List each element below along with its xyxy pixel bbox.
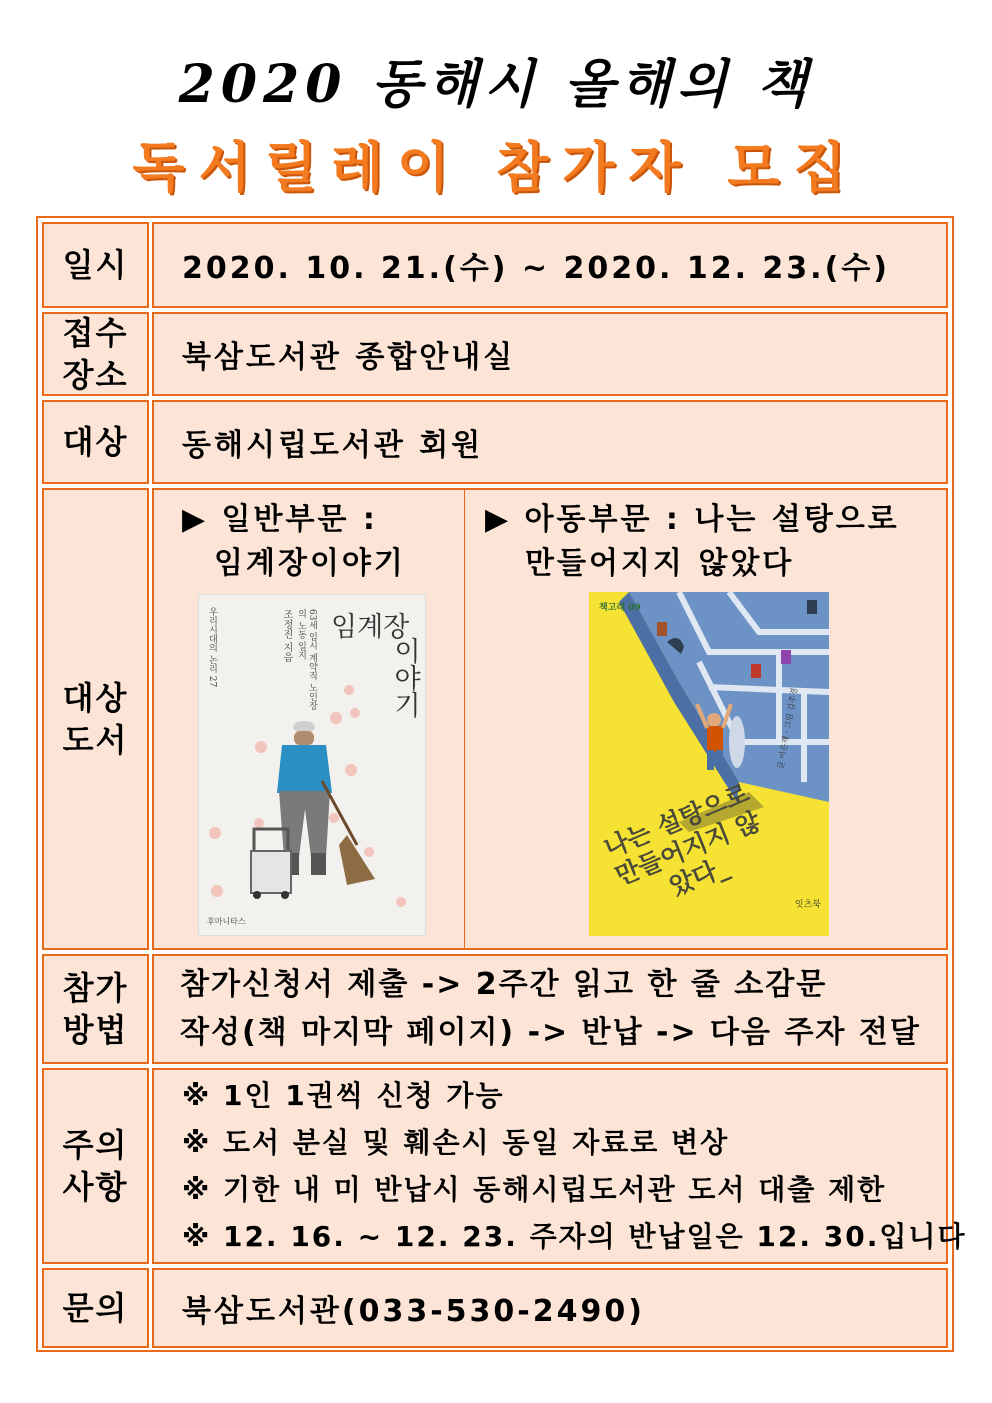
note-item-3: ※ 기한 내 미 반납시 동해시립도서관 도서 대출 제한 bbox=[182, 1173, 887, 1206]
cover-general-subtitle: 63세 임시 계약직 노인장의 노동 일지 bbox=[296, 609, 317, 711]
value-place: 북삼도서관 종합안내실 bbox=[152, 312, 948, 396]
note-item-1: ※ 1인 1권씩 신청 가능 bbox=[182, 1079, 505, 1112]
cover-children-credits: 글 이은재 · 그림 김주경 bbox=[775, 687, 800, 770]
title-line-1: 2020 동해시 올해의 책 bbox=[178, 54, 814, 115]
book-children bbox=[465, 490, 946, 948]
label-target: 대상 bbox=[42, 400, 149, 484]
cover-general-image bbox=[198, 594, 426, 936]
row-contact bbox=[42, 1268, 948, 1348]
general-heading-2: 임계장이야기 bbox=[214, 546, 406, 581]
children-heading-2: 만들어지지 않았다 bbox=[525, 546, 795, 581]
title-line-2: 독서릴레이 참가자 모집 bbox=[132, 136, 860, 199]
label-date: 일시 bbox=[42, 222, 149, 308]
value-date: 2020. 10. 21.(수) ~ 2020. 12. 23.(수) bbox=[152, 222, 948, 308]
label-place-1: 접수 bbox=[62, 314, 129, 352]
cover-general-series: 우리시대의 논리 27 bbox=[207, 607, 217, 688]
label-contact: 문의 bbox=[42, 1268, 149, 1348]
note-item-2: ※ 도서 분실 및 훼손시 동일 자료로 변상 bbox=[182, 1126, 730, 1159]
row-target bbox=[42, 400, 948, 484]
label-method bbox=[42, 954, 149, 1064]
row-place bbox=[42, 312, 948, 396]
row-date bbox=[42, 222, 948, 308]
value-target: 동해시립도서관 회원 bbox=[152, 400, 948, 484]
cover-children-publisher: 잇츠북 bbox=[794, 900, 821, 910]
value-contact: 북삼도서관(033-530-2490) bbox=[152, 1268, 948, 1348]
info-table bbox=[36, 216, 967, 1352]
cover-general-title-1: 임계장 bbox=[331, 612, 410, 643]
children-heading-1: ▶ 아동부문 : 나는 설탕으로 bbox=[485, 502, 900, 537]
value-notes bbox=[152, 1068, 967, 1264]
label-method-2: 방법 bbox=[62, 1011, 129, 1049]
method-line-1: 참가신청서 제출 -> 2주간 읽고 한 줄 소감문 bbox=[180, 967, 828, 1002]
cover-children-image bbox=[589, 592, 829, 936]
label-notes-1: 주의 bbox=[62, 1126, 129, 1164]
label-books-2: 도서 bbox=[62, 721, 129, 759]
row-method bbox=[42, 954, 948, 1064]
value-method bbox=[152, 954, 948, 1064]
label-notes-2: 사항 bbox=[62, 1168, 129, 1206]
label-notes bbox=[42, 1068, 149, 1264]
book-general bbox=[154, 490, 465, 948]
cover-general-title-2: 이야기 bbox=[389, 637, 420, 718]
cover-general-publisher: 후마니타스 bbox=[207, 917, 246, 926]
marker-icon: ▶ bbox=[182, 502, 209, 537]
row-notes bbox=[42, 1068, 967, 1264]
general-heading-1: ▶ 일반부문 : bbox=[182, 502, 378, 537]
note-item-4: ※ 12. 16. ~ 12. 23. 주자의 반납일은 12. 30.입니다 bbox=[182, 1220, 967, 1253]
row-books bbox=[42, 488, 948, 950]
books-cell bbox=[152, 488, 948, 950]
label-place bbox=[42, 312, 149, 396]
cover-children-title: 나는 설탕으로 만들어지지 않았다_ bbox=[599, 778, 765, 902]
cover-children-series: 책고래 09 bbox=[599, 603, 641, 613]
label-place-2: 장소 bbox=[62, 356, 129, 394]
marker-icon: ▶ bbox=[485, 502, 512, 537]
method-line-2: 작성(책 마지막 페이지) -> 반납 -> 다음 주자 전달 bbox=[180, 1015, 921, 1050]
label-books-1: 대상 bbox=[62, 679, 129, 717]
label-books bbox=[42, 488, 149, 950]
cover-general-author: 조정진 지음 bbox=[281, 609, 292, 663]
label-method-1: 참가 bbox=[62, 969, 129, 1007]
